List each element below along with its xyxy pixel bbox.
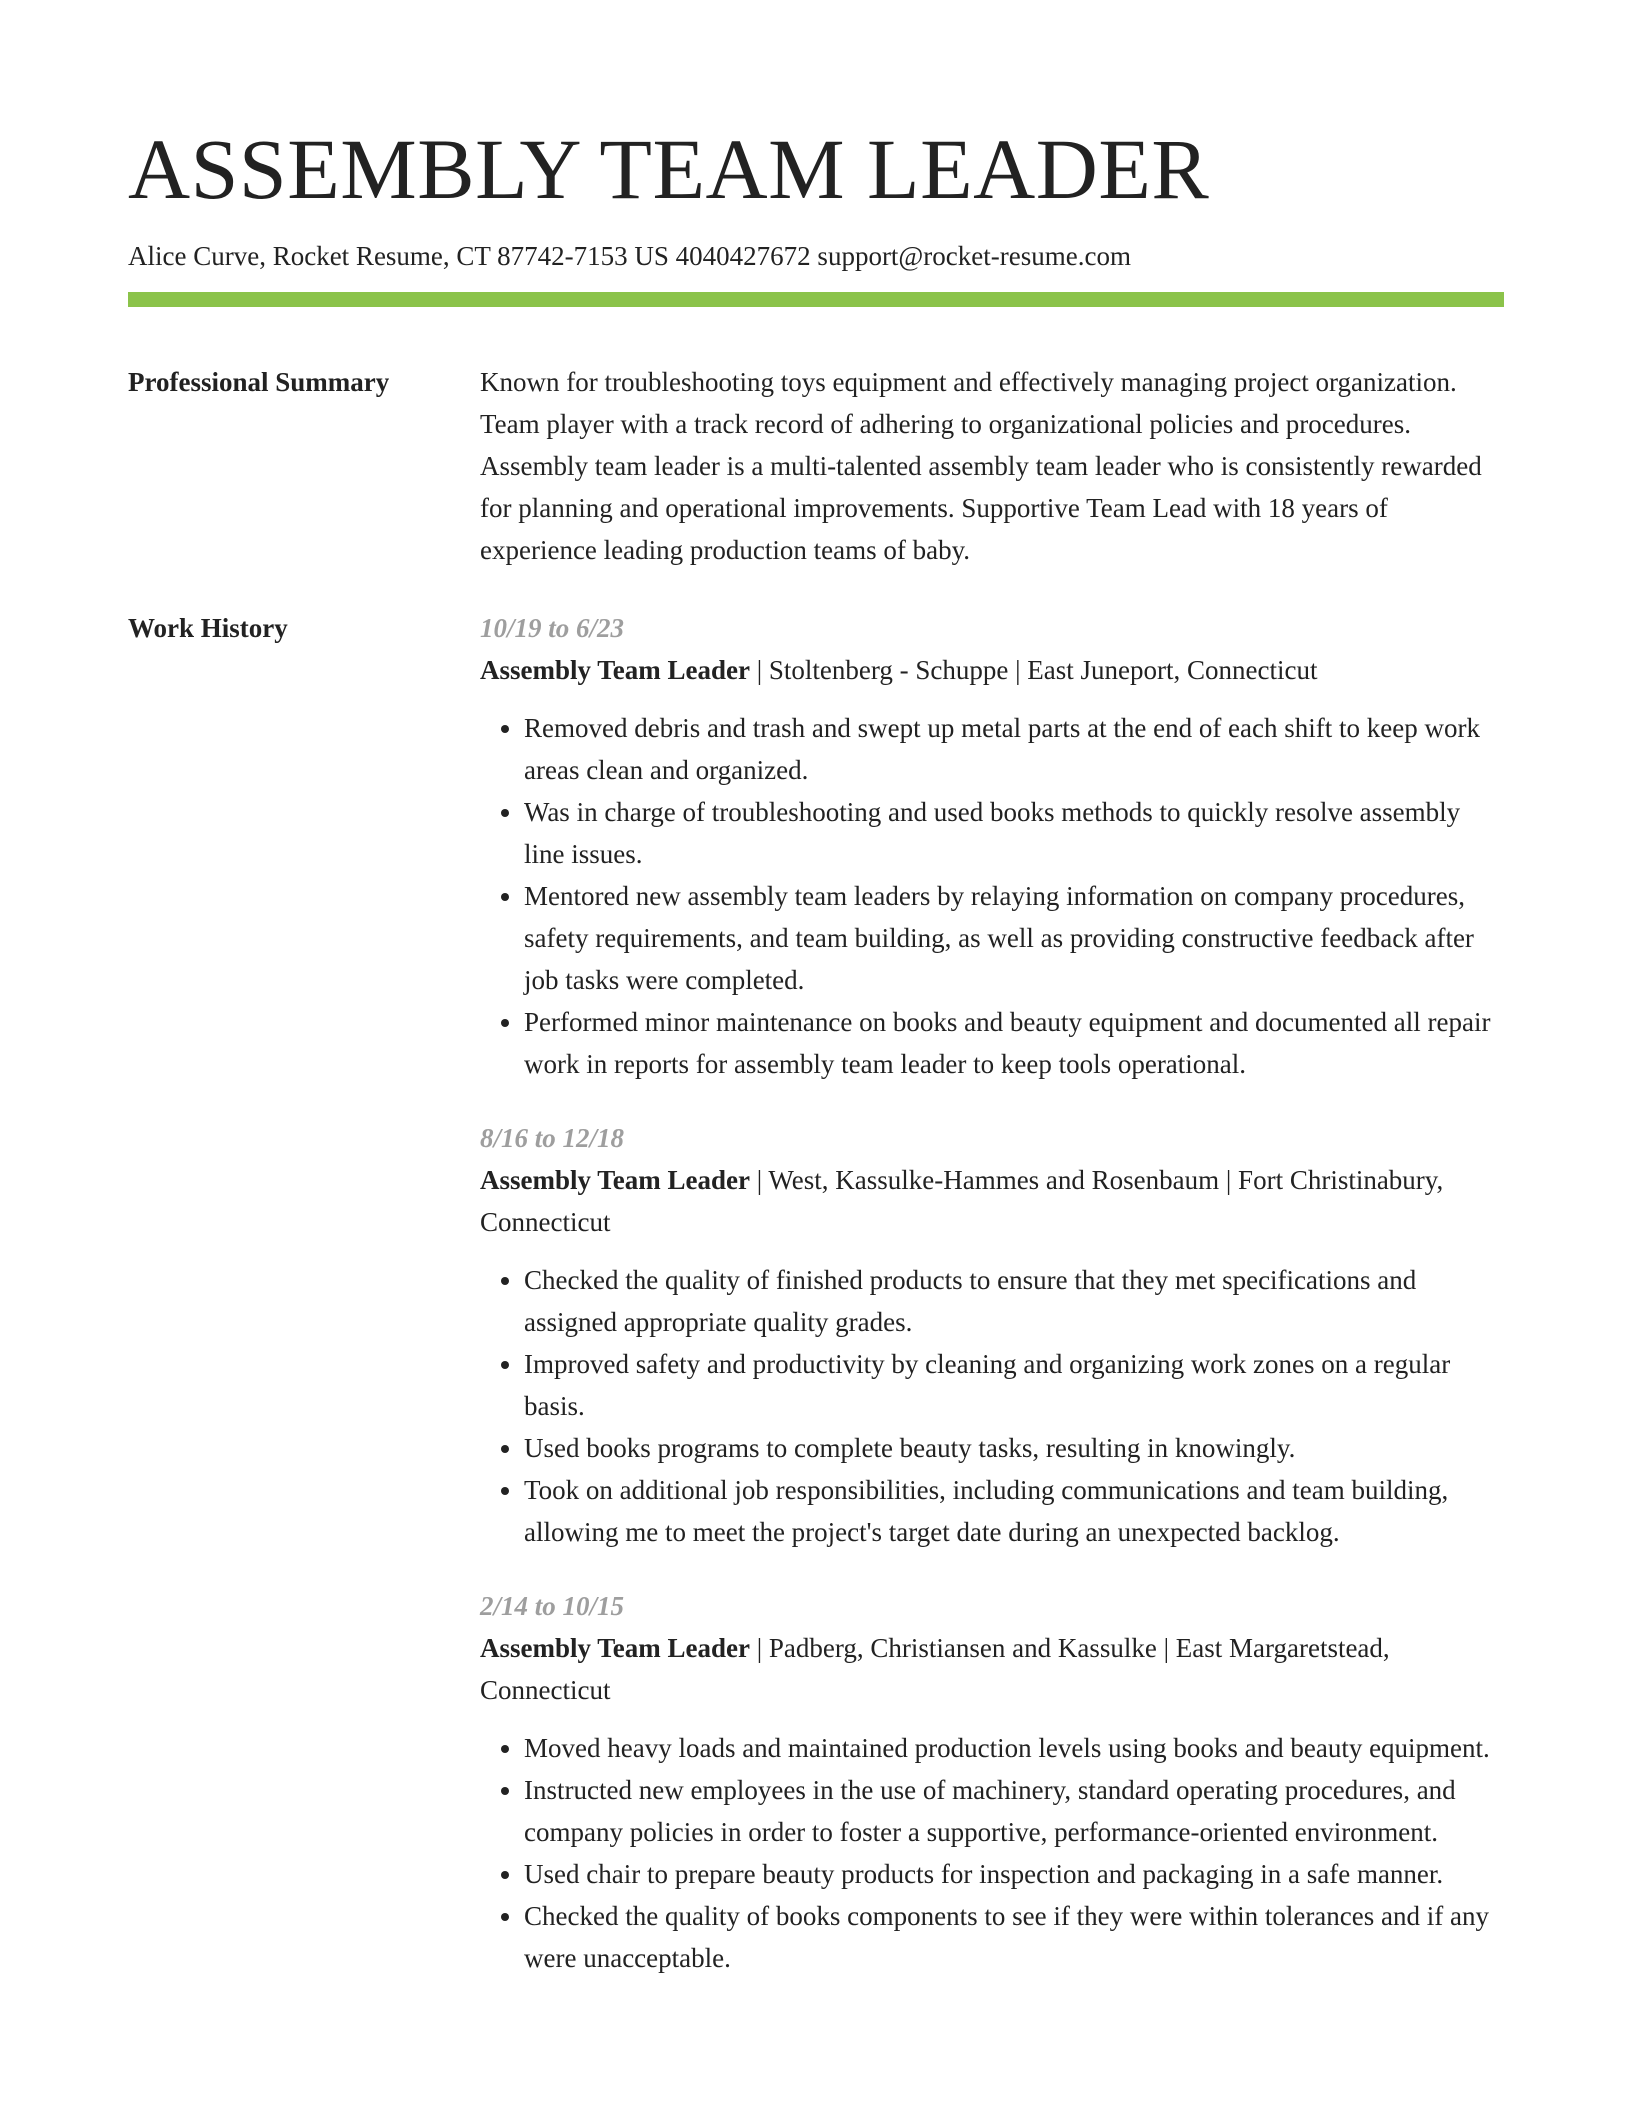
work-history-body: [480, 607, 1504, 1979]
job-dates: 10/19 to 6/23: [480, 613, 625, 644]
bullet-item: • Was in charge of troubleshooting and used books methods to quickly resolve assembly line issues.: [524, 791, 1504, 875]
job-title: Assembly Team Leader: [480, 655, 750, 686]
job-title: Assembly Team Leader: [480, 1165, 750, 1196]
bullet-item: • Removed debris and trash and swept up metal parts at the end of each shift to keep work areas clean and organized.: [524, 707, 1504, 791]
job-entry: [480, 607, 1504, 1085]
job-bullets: [480, 1259, 1504, 1553]
bullet-item: • Checked the quality of finished products to ensure that they met specifications and assigned appropriate quality grades.: [524, 1259, 1504, 1343]
job-title: Assembly Team Leader: [480, 1633, 750, 1664]
section-label-work-history: Work History: [128, 613, 288, 644]
job-details: | Stoltenberg - Schuppe | East Juneport, Connecticut: [750, 655, 1318, 686]
bullet-item: • Took on additional job responsibilities, including communications and team building, allowing me to meet the project's target date during an unexpected backlog.: [524, 1469, 1504, 1553]
page-title: ASSEMBLY TEAM LEADER: [128, 121, 1210, 217]
section-work-history: [128, 607, 1504, 1979]
job-heading: [480, 649, 1504, 691]
section-professional-summary: [128, 361, 1504, 571]
job-details: | Padberg, Christiansen and Kassulke | East Margaretstead, Connecticut: [480, 1633, 1390, 1706]
job-entry: [480, 1585, 1504, 1979]
bullet-item: • Improved safety and productivity by cleaning and organizing work zones on a regular basis.: [524, 1343, 1504, 1427]
summary-body: [480, 361, 1504, 571]
bullet-item: • Moved heavy loads and maintained production levels using books and beauty equipment.: [524, 1727, 1504, 1769]
bullet-item: • Used books programs to complete beauty tasks, resulting in knowingly.: [524, 1427, 1504, 1469]
job-heading: [480, 1627, 1504, 1711]
section-label-professional-summary: Professional Summary: [128, 367, 390, 398]
bullet-item: • Checked the quality of books components to see if they were within tolerances and if any were unacceptable.: [524, 1895, 1504, 1979]
bullet-item: • Instructed new employees in the use of machinery, standard operating procedures, and company policies in order to foster a supportive, performance-oriented environment.: [524, 1769, 1504, 1853]
accent-divider: [128, 292, 1504, 307]
job-dates: 8/16 to 12/18: [480, 1123, 625, 1154]
job-bullets: [480, 1727, 1504, 1979]
job-dates: 2/14 to 10/15: [480, 1591, 625, 1622]
contact-info: Alice Curve, Rocket Resume, CT 87742-7153 US 4040427672 support@rocket-resume.com: [128, 241, 1131, 271]
job-heading: [480, 1159, 1504, 1243]
job-entry: [480, 1117, 1504, 1553]
job-bullets: [480, 707, 1504, 1085]
bullet-item: • Performed minor maintenance on books and beauty equipment and documented all repair work in reports for assembly team leader to keep tools operational.: [524, 1001, 1504, 1085]
bullet-item: • Used chair to prepare beauty products for inspection and packaging in a safe manner.: [524, 1853, 1504, 1895]
job-details: | West, Kassulke-Hammes and Rosenbaum | Fort Christinabury, Connecticut: [480, 1165, 1444, 1238]
bullet-item: • Mentored new assembly team leaders by relaying information on company procedures, safety requirements, and team building, as well as providing constructive feedback after job tasks were completed.: [524, 875, 1504, 1001]
summary-text: Known for troubleshooting toys equipment and effectively managing project organization. Team player with a track record of adhering to organizational policies and procedures. Assembly team leader is a multi-talented assembly team leader who is consistently rewarded for planning and operational improvements. Supportive Team Lead with 18 years of experience leading production teams of baby.: [480, 367, 1482, 566]
